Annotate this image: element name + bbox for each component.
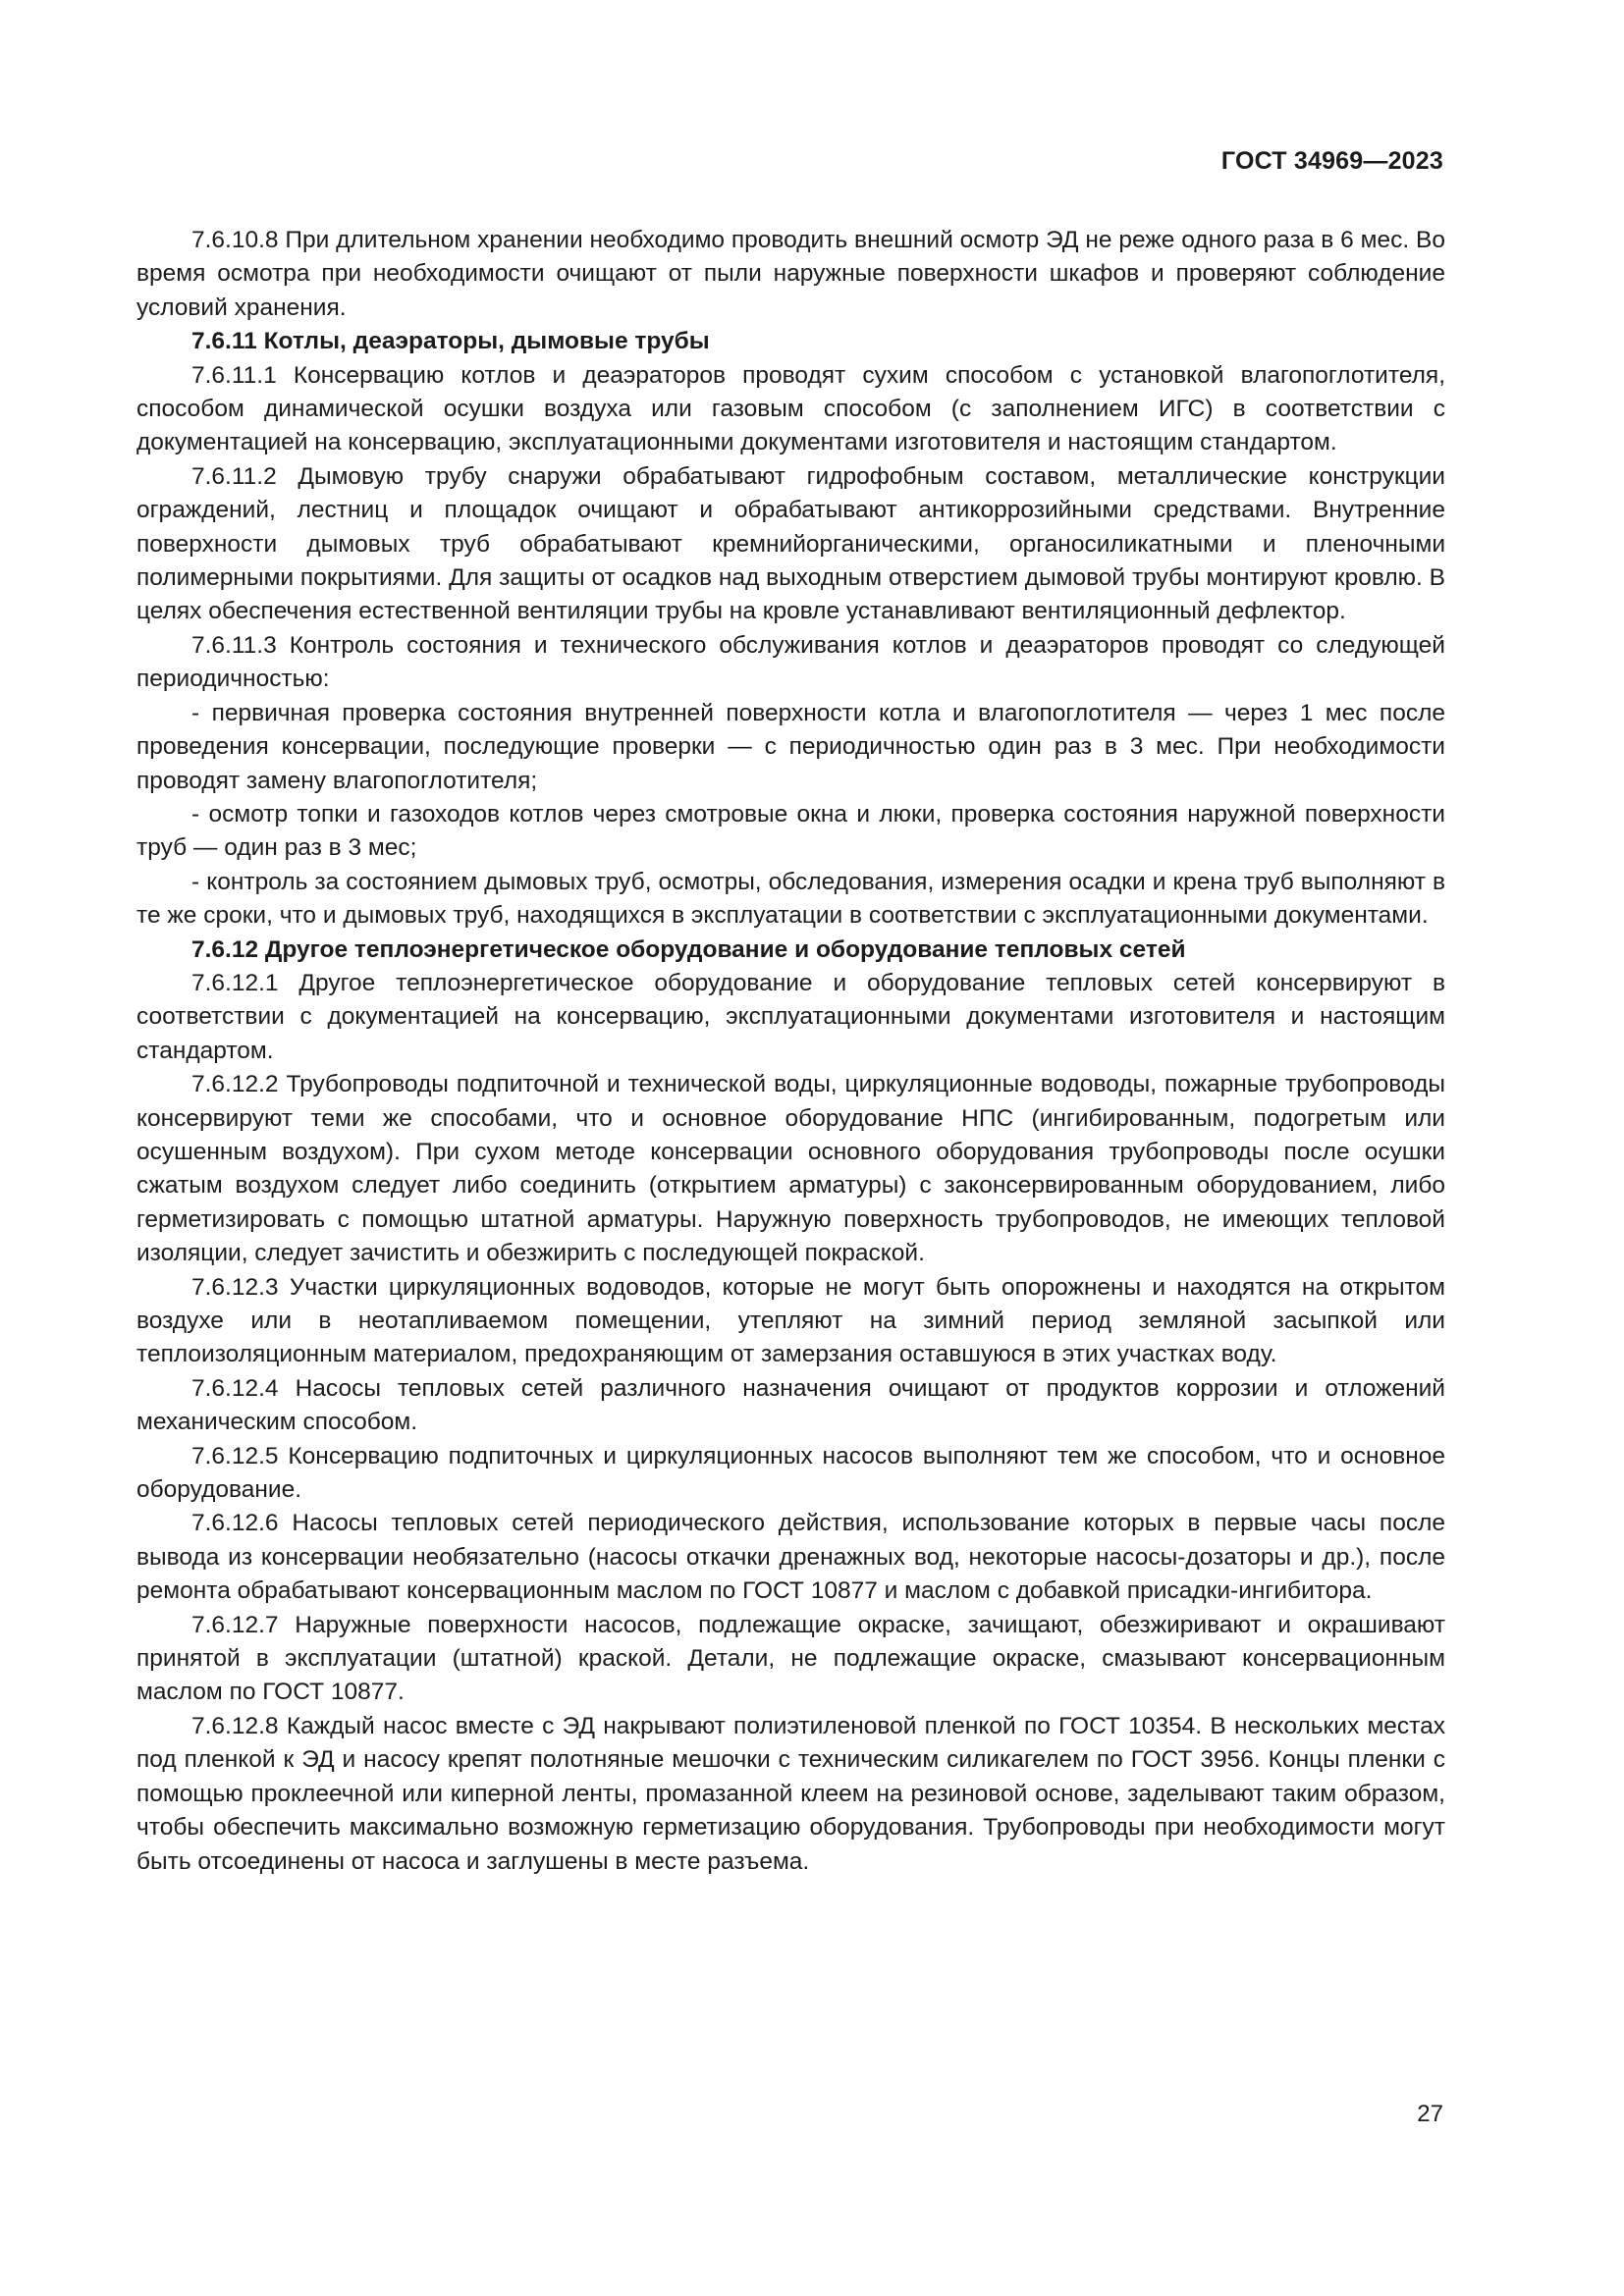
section-heading-7-6-11: 7.6.11 Котлы, деаэраторы, дымовые трубы — [191, 328, 710, 355]
paragraph-7-6-12-2: 7.6.12.2 Трубопроводы подпиточной и технической воды, циркуляционные водоводы, пожарные трубопроводы консервируют теми же способами, что и основное оборудование НПС (ингибированным, подогретым или осушенным воздухом). При сухом методе консервации основного оборудования трубопроводы после осушки сжатым воздухом следует либо соединить (открытием арматуры) с законсервированным оборудованием, либо герметизировать с помощью штатной арматуры. Наружную поверхность трубопроводов, не имеющих тепловой изоляции, следует зачистить и обезжирить с последующей покраской. — [136, 1071, 1445, 1267]
paragraph-7-6-12-1: 7.6.12.1 Другое теплоэнергетическое оборудование и оборудование тепловых сетей консервируют в соответствии с документацией на консервацию, эксплуатационными документами изготовителя и настоящим стандартом. — [136, 969, 1445, 1064]
paragraph-7-6-12-7: 7.6.12.7 Наружные поверхности насосов, подлежащие окраске, зачищают, обезжиривают и окрашивают принятой в эксплуатации (штатной) краской. Детали, не подлежащие окраске, смазывают консервационным маслом по ГОСТ 10877. — [136, 1611, 1445, 1706]
paragraph-7-6-12-8: 7.6.12.8 Каждый насос вместе с ЭД накрывают полиэтиленовой пленкой по ГОСТ 10354. В нескольких местах под пленкой к ЭД и насосу крепят полотняные мешочки с техническим силикагелем по ГОСТ 3956. Концы пленки с помощью проклеечной или киперной ленты, промазанной клеем на резиновой основе, заделывают таким образом, чтобы обеспечить максимально возможную герметизацию оборудования. Трубопроводы при необходимости могут быть отсоединены от насоса и заглушены в месте разъема. — [136, 1712, 1445, 1875]
page-number: 27 — [1417, 2101, 1443, 2127]
list-item: - первичная проверка состояния внутренней поверхности котла и влагопоглотителя — через 1 мес после проведения консервации, последующие проверки — с периодичностью один раз в 3 мес. При необходимости проводят замену влагопоглотителя; — [136, 699, 1445, 794]
paragraph-7-6-12-6: 7.6.12.6 Насосы тепловых сетей периодического действия, использование которых в первые часы после вывода из консервации необязательно (насосы откачки дренажных вод, некоторые насосы-дозаторы и др.), после ремонта обрабатывают консервационным маслом по ГОСТ 10877 и маслом с добавкой присадки-ингибитора. — [136, 1510, 1445, 1605]
paragraph-7-6-11-2: 7.6.11.2 Дымовую трубу снаружи обрабатывают гидрофобным составом, металлические конструкции ограждений, лестниц и площадок очищают и обрабатывают антикоррозийными средствами. Внутренние поверхности дымовых труб обрабатывают кремнийорганическими, органосиликатными и пленочными полимерными покрытиями. Для защиты от осадков над выходным отверстием дымовой трубы монтируют кровлю. В целях обеспечения естественной вентиляции трубы на кровле устанавливают вентиляционный дефлектор. — [136, 462, 1445, 625]
paragraph-7-6-11-3: 7.6.11.3 Контроль состояния и технического обслуживания котлов и деаэраторов проводят со следующей периодичностью: — [136, 631, 1445, 693]
document-header: ГОСТ 34969—2023 — [1220, 147, 1443, 175]
section-heading-7-6-12: 7.6.12 Другое теплоэнергетическое оборудование и оборудование тепловых сетей — [191, 935, 1186, 963]
list-item: - осмотр топки и газоходов котлов через смотровые окна и люки, проверка состояния наружной поверхности труб — один раз в 3 мес; — [136, 800, 1445, 862]
paragraph-7-6-11-1: 7.6.11.1 Консервацию котлов и деаэраторов проводят сухим способом с установкой влагопоглотителя, способом динамической осушки воздуха или газовым способом (с заполнением ИГС) в соответствии с документацией на консервацию, эксплуатационными документами изготовителя и настоящим стандартом. — [136, 361, 1445, 456]
document-body — [136, 224, 1445, 1879]
paragraph-7-6-12-5: 7.6.12.5 Консервацию подпиточных и циркуляционных насосов выполняют тем же способом, что и основное оборудование. — [136, 1442, 1445, 1504]
list-item: - контроль за состоянием дымовых труб, осмотры, обследования, измерения осадки и крена труб выполняют в те же сроки, что и дымовых труб, находящихся в эксплуатации в соответствии с эксплуатационными документами. — [136, 868, 1445, 930]
paragraph-7-6-10-8: 7.6.10.8 При длительном хранении необходимо проводить внешний осмотр ЭД не реже одного раза в 6 мес. Во время осмотра при необходимости очищают от пыли наружные поверхности шкафов и проверяют соблюдение условий хранения. — [136, 227, 1445, 321]
paragraph-7-6-12-4: 7.6.12.4 Насосы тепловых сетей различного назначения очищают от продуктов коррозии и отложений механическим способом. — [136, 1374, 1445, 1436]
paragraph-7-6-12-3: 7.6.12.3 Участки циркуляционных водоводов, которые не могут быть опорожнены и находятся на открытом воздухе или в неотапливаемом помещении, утепляют на зимний период земляной засыпкой или теплоизоляционным материалом, предохраняющим от замерзания оставшуюся в этих участках воду. — [136, 1273, 1445, 1368]
